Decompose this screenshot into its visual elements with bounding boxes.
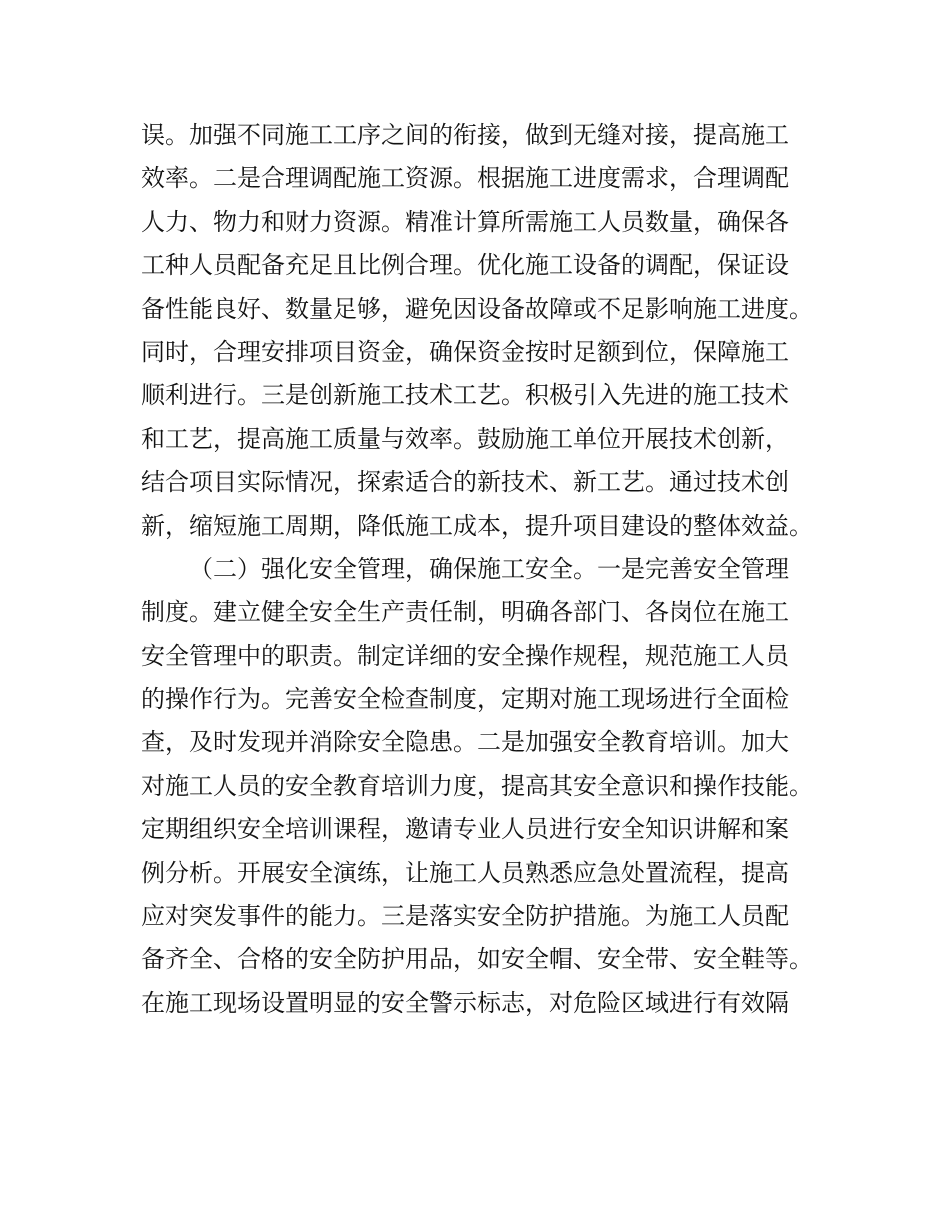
text-line: 误。加强不同施工工序之间的衔接，做到无缝对接，提高施工 [141, 121, 789, 149]
text-line: 结合项目实际情况，探索适合的新技术、新工艺。通过技术创 [141, 468, 789, 497]
text-line: 的操作行为。完善安全检查制度，定期对施工现场进行全面检 [141, 685, 789, 714]
text-line: 新，缩短施工周期，降低施工成本，提升项目建设的整体效益。 [141, 511, 813, 540]
paragraph-construction-efficiency [141, 114, 831, 548]
text-line: 查，及时发现并消除安全隐患。二是加强安全教育培训。加大 [141, 728, 789, 757]
text-line: 定期组织安全培训课程，邀请专业人员进行安全知识讲解和案 [141, 815, 789, 844]
text-line: 同时，合理安排项目资金，确保资金按时足额到位，保障施工 [141, 337, 789, 366]
body-text [141, 114, 831, 1025]
section-heading-line: （二）强化安全管理，确保施工安全。一是完善安全管理 [189, 554, 789, 583]
text-line: 人力、物力和财力资源。精准计算所需施工人员数量，确保各 [141, 207, 789, 236]
text-line: 应对突发事件的能力。三是落实安全防护措施。为施工人员配 [141, 902, 789, 931]
text-line: 和工艺，提高施工质量与效率。鼓励施工单位开展技术创新， [141, 424, 789, 453]
text-line: 备齐全、合格的安全防护用品，如安全帽、安全带、安全鞋等。 [141, 945, 813, 974]
text-line: 顺利进行。三是创新施工技术工艺。积极引入先进的施工技术 [141, 381, 789, 410]
text-line: 在施工现场设置明显的安全警示标志，对危险区域进行有效隔 [141, 988, 789, 1017]
paragraph-safety-management [141, 548, 831, 1025]
text-line: 安全管理中的职责。制定详细的安全操作规程，规范施工人员 [141, 641, 789, 670]
text-line: 效率。二是合理调配施工资源。根据施工进度需求，合理调配 [141, 164, 789, 193]
text-line: 例分析。开展安全演练，让施工人员熟悉应急处置流程，提高 [141, 858, 789, 887]
text-line: 备性能良好、数量足够，避免因设备故障或不足影响施工进度。 [141, 294, 813, 323]
text-line: 工种人员配备充足且比例合理。优化施工设备的调配，保证设 [141, 251, 789, 280]
text-line: 对施工人员的安全教育培训力度，提高其安全意识和操作技能。 [141, 771, 813, 800]
text-line: 制度。建立健全安全生产责任制，明确各部门、各岗位在施工 [141, 598, 789, 627]
